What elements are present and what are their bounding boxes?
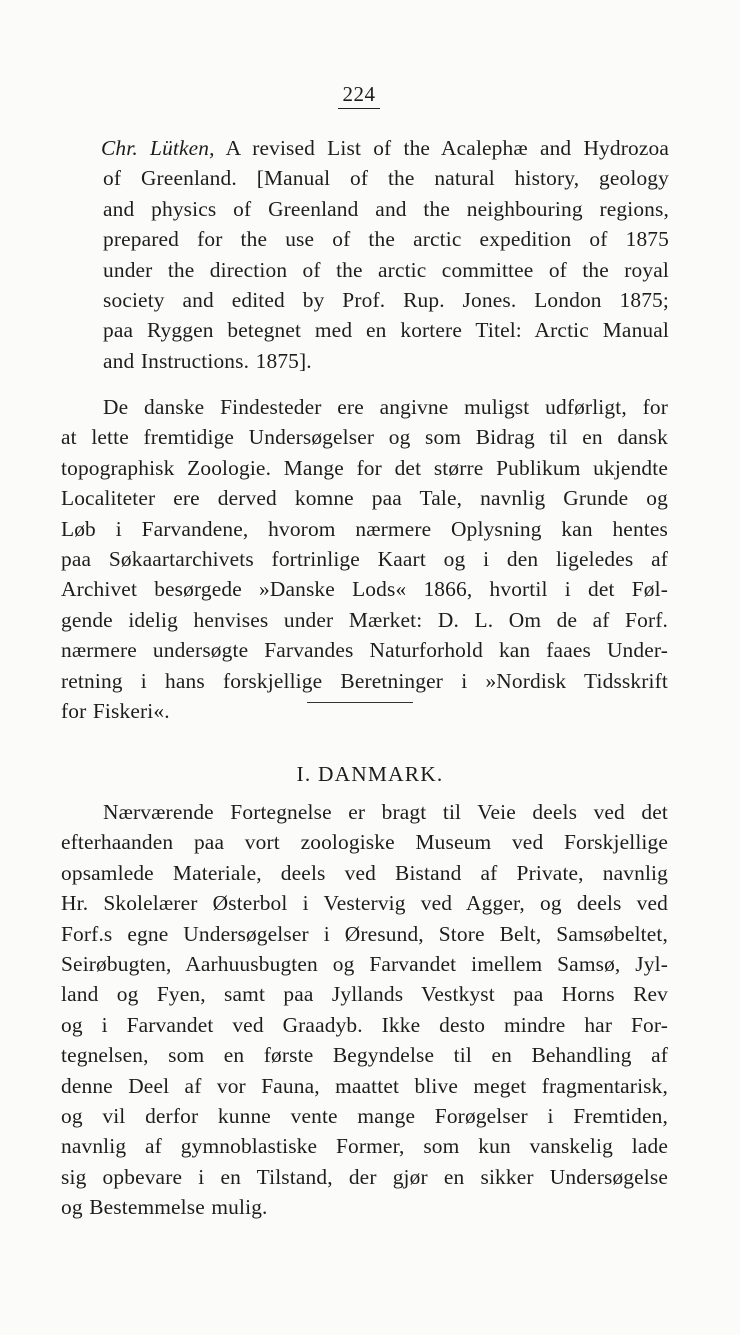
- bibliography-line: and physics of Greenland and the neighbouring regions,: [103, 196, 669, 221]
- bibliography-line: [101, 133, 669, 163]
- paragraph-line: Hr. Skolelærer Østerbol i Vestervig ved Agger, og deels ved: [61, 891, 668, 916]
- paragraph-line: og i Farvandet ved Graadyb. Ikke desto mindre har For-: [61, 1012, 668, 1037]
- section-heading: I. DANMARK.: [296, 762, 444, 786]
- paragraph-line: land og Fyen, samt paa Jyllands Vestkyst paa Horns Rev: [61, 982, 668, 1007]
- paragraph-line: og vil derfor kunne vente mange Forøgelser i Fremtiden,: [61, 1104, 668, 1129]
- bibliography-line: under the direction of the arctic committee of the royal: [103, 257, 669, 282]
- paragraph-line: for Fiskeri«.: [61, 699, 170, 724]
- section-divider: [307, 702, 413, 703]
- paragraph-line: sig opbevare i en Tilstand, der gjør en sikker Undersøgelse: [61, 1164, 668, 1189]
- bibliography-line: of Greenland. [Manual of the natural history, geology: [103, 166, 669, 191]
- paragraph-line: Nærværende Fortegnelse er bragt til Veie deels ved det: [103, 800, 668, 824]
- bibliography-line: paa Ryggen betegnet med en kortere Titel: Arctic Manual: [103, 318, 669, 343]
- paragraph-line: tegnelsen, som en første Begyndelse til en Behandling af: [61, 1043, 668, 1068]
- bibliography-line: society and edited by Prof. Rup. Jones. London 1875;: [103, 288, 669, 313]
- paragraph-line: Løb i Farvandene, hvorom nærmere Oplysning kan hentes: [61, 516, 668, 541]
- paragraph-line: Forf.s egne Undersøgelser i Øresund, Store Belt, Samsøbeltet,: [61, 921, 668, 946]
- paragraph-line: retning i hans forskjellige Beretninger i »Nordisk Tidsskrift: [61, 668, 668, 693]
- paragraph-line: topographisk Zoologie. Mange for det større Publikum ukjendte: [61, 455, 668, 480]
- intro-paragraph: [61, 392, 668, 726]
- paragraph-line: Seirøbugten, Aarhuusbugten og Farvandet imellem Samsø, Jyl-: [61, 952, 668, 977]
- bibliography-line: and Instructions. 1875].: [103, 348, 312, 373]
- danmark-paragraph: [61, 797, 668, 1223]
- page-number: 224: [338, 80, 380, 109]
- paragraph-line: paa Søkaartarchivets fortrinlige Kaart og i den ligeledes af: [61, 547, 668, 572]
- bibliography-entry: [103, 133, 669, 376]
- paragraph-line: og Bestemmelse mulig.: [61, 1195, 268, 1220]
- paragraph-line: opsamlede Materiale, deels ved Bistand af Private, navnlig: [61, 860, 668, 885]
- paragraph-line: denne Deel af vor Fauna, maattet blive meget fragmentarisk,: [61, 1073, 668, 1098]
- paragraph-line: efterhaanden paa vort zoologiske Museum ved Forskjellige: [61, 830, 668, 855]
- bibliography-author: Chr. Lütken,: [101, 136, 215, 160]
- paragraph-line: gende idelig henvises under Mærket: D. L. Om de af Forf.: [61, 607, 668, 632]
- paragraph-line: at lette fremtidige Undersøgelser og som Bidrag til en dansk: [61, 425, 668, 450]
- paragraph-line: Archivet besørgede »Danske Lods« 1866, hvortil i det Føl-: [61, 577, 668, 602]
- paragraph-line: De danske Findesteder ere angivne muligst udførligt, for: [103, 395, 668, 419]
- paragraph-line: navnlig af gymnoblastiske Former, som kun vanskelig lade: [61, 1134, 668, 1159]
- bibliography-line: prepared for the use of the arctic expedition of 1875: [103, 227, 669, 252]
- paragraph-line: nærmere undersøgte Farvandes Naturforhold kan faaes Under-: [61, 638, 668, 663]
- bibliography-title-start: A revised List of the Acalephæ and Hydrozoa: [225, 136, 669, 160]
- paragraph-line: Localiteter ere derved komne paa Tale, navnlig Grunde og: [61, 486, 668, 511]
